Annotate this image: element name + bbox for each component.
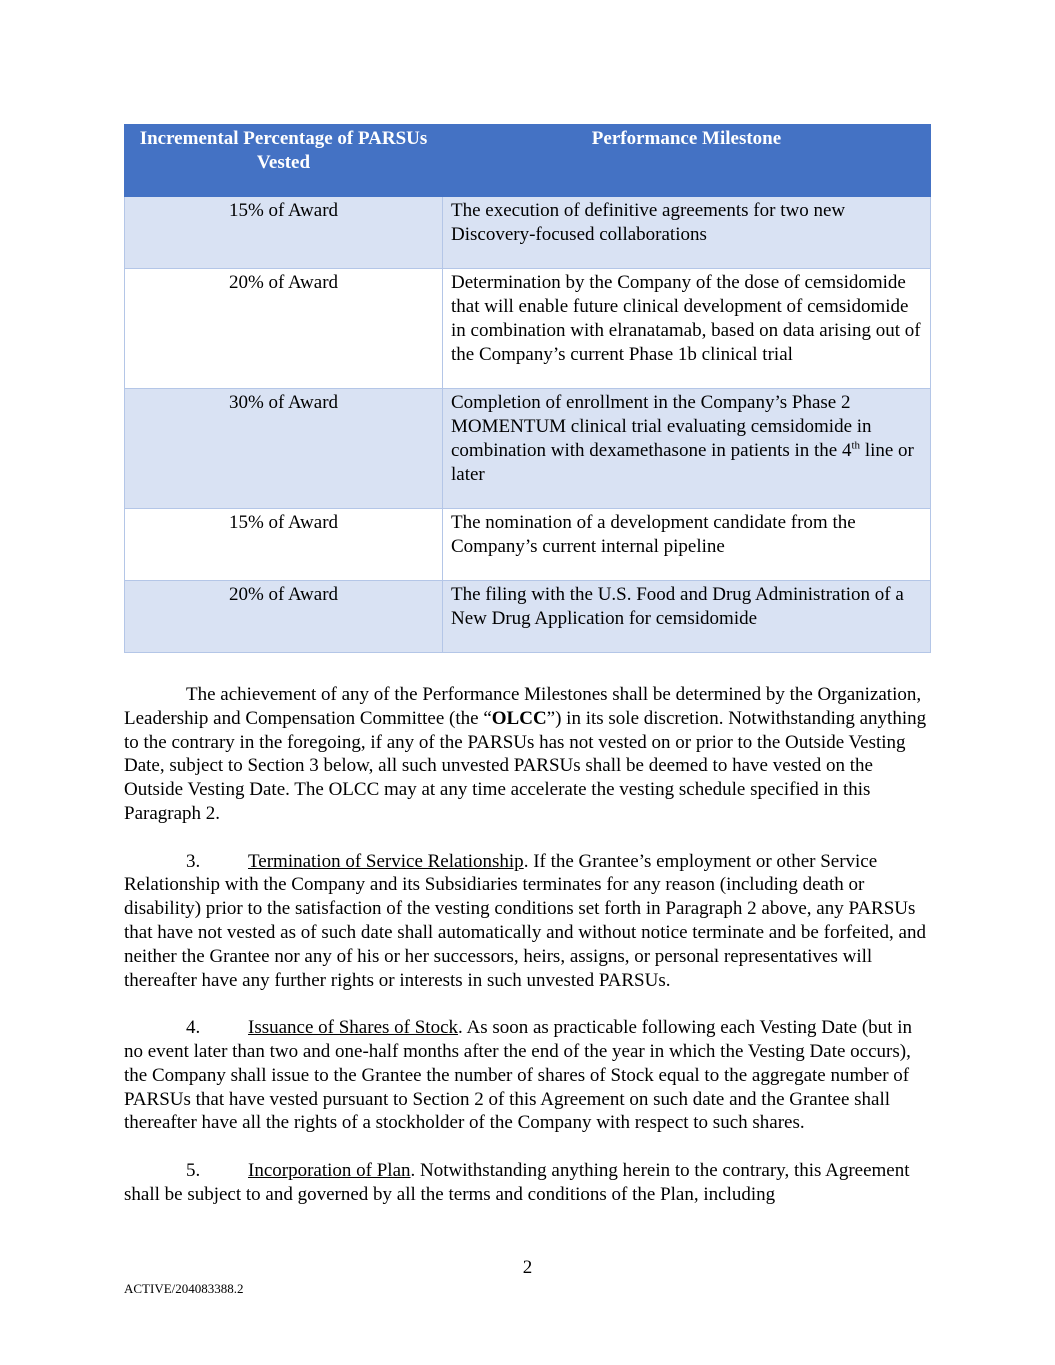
section-text: . Notwithstanding anything herein to the contrary, this Agreement shall be subject to and governed by all the terms and conditions of the Plan, including: [124, 1159, 910, 1205]
milestone-cell: The execution of definitive agreements for two new Discovery-focused collaborations: [443, 197, 931, 269]
section-text: . As soon as practicable following each Vesting Date (but in no event later than two and one-half months after the end of the year in which the Vesting Date occurs), the Company shall issue to the Grantee the number of shares of Stock equal to the aggregate number of PARSUs that have vested pursuant to Section 2 of this Agreement on such date and the Grantee shall thereafter have all the rights of a stockholder of the Company with respect to such shares.: [124, 1017, 912, 1134]
milestone-text: Completion of enrollment in the Company’s Phase 2 MOMENTUM clinical trial evaluating cemsidomide in combination with dexamethasone in patients in the 4: [451, 392, 872, 461]
paragraph-text: The achievement of any of the Performance Milestones shall be determined by the Organization, Leadership and Compensation Committee (the “: [124, 684, 922, 729]
percentage-cell: 15% of Award: [125, 197, 443, 269]
table-row: [125, 509, 931, 581]
section-title: Issuance of Shares of Stock: [248, 1017, 459, 1039]
section-4-issuance: [124, 1016, 934, 1135]
defined-term-olcc: OLCC: [491, 707, 547, 729]
table-header-row: [125, 125, 931, 197]
header-performance-milestone: Performance Milestone: [443, 125, 931, 197]
section-number: 3.: [186, 850, 201, 872]
milestone-cell: The filing with the U.S. Food and Drug Administration of a New Drug Application for cemsidomide: [443, 581, 931, 653]
section-title: Incorporation of Plan: [248, 1159, 411, 1181]
paragraph-performance-determination: [124, 683, 934, 826]
table-row: [125, 581, 931, 653]
ordinal-suffix: th: [851, 439, 861, 452]
vesting-milestone-table: [124, 124, 931, 653]
milestone-cell: Determination by the Company of the dose of cemsidomide that will enable future clinical development of cemsidomide in combination with elranatamab, based on data arising out of the Company’s current Phase 1b clinical trial: [443, 269, 931, 389]
milestone-cell: [443, 389, 931, 509]
agreement-body: [124, 683, 934, 1230]
percentage-cell: 15% of Award: [125, 509, 443, 581]
section-number: 4.: [186, 1017, 201, 1039]
percentage-cell: 20% of Award: [125, 581, 443, 653]
section-title: Termination of Service Relationship: [248, 850, 524, 872]
header-incremental-percentage: Incremental Percentage of PARSUs Vested: [125, 125, 443, 197]
section-5-incorporation: [124, 1159, 934, 1207]
table-row: [125, 197, 931, 269]
milestone-cell: The nomination of a development candidate from the Company’s current internal pipeline: [443, 509, 931, 581]
page-number: 2: [522, 1257, 533, 1278]
paragraph-text-end: ”) in its sole discretion. Notwithstanding anything to the contrary in the foregoing, if any of the PARSUs has not vested on or prior to the Outside Vesting Date, subject to Section 3 below, all such unvested PARSUs shall be deemed to have vested on the Outside Vesting Date. The OLCC may at any time accelerate the vesting schedule specified in this Paragraph 2.: [124, 707, 927, 824]
section-text: . If the Grantee’s employment or other Service Relationship with the Company and its Subsidiaries terminates for any reason (including death or disability) prior to the satisfaction of the vesting conditions set forth in Paragraph 2 above, any PARSUs that have not vested as of such date shall automatically and without notice terminate and be forfeited, and neither the Grantee nor any of his or her successors, heirs, assigns, or personal representatives will thereafter have any further rights or interests in such unvested PARSUs.: [124, 850, 926, 991]
percentage-cell: 30% of Award: [125, 389, 443, 509]
table-row: [125, 389, 931, 509]
section-number: 5.: [186, 1159, 201, 1181]
section-3-termination: [124, 850, 934, 993]
milestone-text-end: line or later: [451, 440, 914, 485]
table-row: [125, 269, 931, 389]
percentage-cell: 20% of Award: [125, 269, 443, 389]
document-id: ACTIVE/204083388.2: [124, 1281, 244, 1296]
